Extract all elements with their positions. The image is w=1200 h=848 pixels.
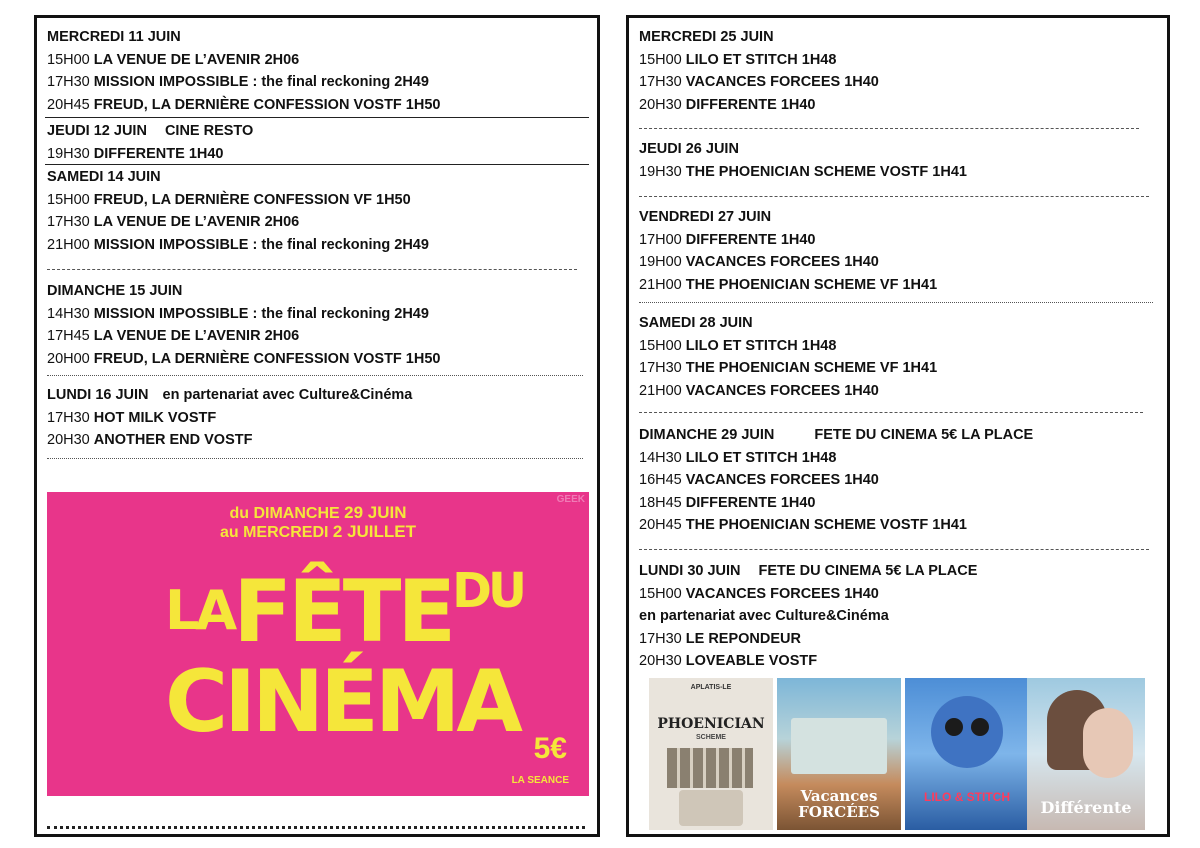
divider (45, 117, 589, 118)
day-block (639, 312, 1157, 402)
day-block (639, 560, 1157, 673)
day-title: MERCREDI 25 JUIN (639, 29, 774, 45)
divider (639, 302, 1153, 303)
divider (47, 269, 577, 270)
showtime-row (639, 628, 1157, 651)
show-time: 15H00 (639, 51, 682, 68)
showtime-row (47, 143, 587, 166)
dotted-divider (47, 826, 585, 829)
movie-title: VACANCES FORCEES 1H40 (685, 585, 879, 602)
right-panel (626, 15, 1170, 837)
divider (639, 412, 1143, 413)
movie-title: DIFFERENTE 1H40 (685, 494, 816, 511)
day-block (47, 280, 587, 370)
show-time: 21H00 (47, 236, 90, 253)
movie-title: DIFFERENTE 1H40 (685, 231, 816, 248)
movie-title: LILO ET STITCH 1H48 (685, 449, 837, 466)
movie-title: LA VENUE DE L’AVENIR 2H06 (93, 214, 300, 231)
show-time: 21H00 (639, 382, 682, 399)
movie-title: LA VENUE DE L’AVENIR 2H06 (93, 51, 300, 68)
day-block (47, 166, 587, 256)
day-heading (47, 280, 587, 303)
day-title: DIMANCHE 29 JUIN (639, 427, 775, 443)
showtime-row (47, 211, 587, 234)
divider (47, 458, 583, 459)
day-note: CINE RESTO (164, 123, 254, 139)
poster-scene (791, 718, 887, 774)
movie-title: THE PHOENICIAN SCHEME VOSTF 1H41 (685, 517, 967, 534)
showtime-row (639, 161, 1157, 184)
day-block (639, 26, 1157, 116)
show-time: 20H30 (47, 432, 90, 449)
show-time: 17H30 (639, 360, 682, 377)
movie-title: MISSION IMPOSSIBLE : the final reckoning 2H49 (93, 305, 429, 322)
showtime-row (639, 251, 1157, 274)
divider (639, 196, 1149, 197)
showtime-row (639, 71, 1157, 94)
movie-title: VACANCES FORCEES 1H40 (685, 74, 879, 91)
day-heading (639, 312, 1157, 335)
movie-title: THE PHOENICIAN SCHEME VF 1H41 (685, 276, 938, 293)
show-time: 17H45 (47, 328, 90, 345)
promo-title-fete: FÊTE (233, 562, 453, 662)
day-block (639, 424, 1157, 537)
poster-eye (971, 718, 989, 736)
movie-title: DIFFERENTE 1H40 (685, 96, 816, 113)
day-heading (47, 26, 587, 49)
show-time: 20H00 (47, 350, 90, 367)
poster-figure (1083, 708, 1133, 778)
day-heading (47, 166, 587, 189)
day-title: JEUDI 26 JUIN (639, 141, 739, 157)
watermark: GEEK (556, 494, 585, 505)
poster-grid-art (667, 748, 753, 788)
promo-date-start-label: du DIMANCHE (229, 505, 345, 522)
showtime-row (47, 325, 587, 348)
day-heading (639, 424, 1157, 447)
left-panel (34, 15, 600, 837)
day-heading (47, 120, 587, 143)
day-block (639, 206, 1157, 296)
showtime-row (47, 429, 587, 452)
showtime-row (639, 583, 1157, 606)
showtime-row (639, 447, 1157, 470)
poster-phoenician-scheme (649, 678, 773, 830)
poster-character (931, 696, 1003, 768)
movie-title: LILO ET STITCH 1H48 (685, 51, 837, 68)
day-title: VENDREDI 27 JUIN (639, 209, 772, 225)
showtime-row (47, 49, 587, 72)
day-title: MERCREDI 11 JUIN (47, 29, 181, 45)
show-time: 19H30 (639, 163, 682, 180)
showtime-row (639, 94, 1157, 117)
promo-date-end-label: au MERCREDI (219, 524, 333, 541)
day-title: DIMANCHE 15 JUIN (47, 283, 183, 299)
poster-eye (945, 718, 963, 736)
divider (639, 549, 1149, 550)
movie-title: FREUD, LA DERNIÈRE CONFESSION VOSTF 1H50 (93, 96, 441, 113)
partner-note (639, 605, 1157, 628)
movie-title: LOVEABLE VOSTF (685, 653, 818, 670)
show-time: 17H30 (47, 214, 90, 231)
show-time: 17H00 (639, 231, 682, 248)
day-heading (639, 560, 1157, 583)
movie-title: LE REPONDEUR (685, 630, 801, 647)
poster-lilo-stitch (905, 678, 1029, 830)
divider (47, 375, 583, 376)
poster-title: PHOENICIAN (657, 716, 765, 732)
day-heading (639, 138, 1157, 161)
day-title: JEUDI 12 JUIN (47, 123, 147, 139)
show-time: 14H30 (47, 305, 90, 322)
divider (639, 128, 1139, 129)
showtime-row (47, 407, 587, 430)
showtime-row (639, 49, 1157, 72)
show-time: 16H45 (639, 472, 682, 489)
movie-title: THE PHOENICIAN SCHEME VF 1H41 (685, 360, 938, 377)
movie-title: VACANCES FORCEES 1H40 (685, 254, 879, 271)
show-time: 20H30 (639, 96, 682, 113)
show-time: 17H30 (47, 409, 90, 426)
showtime-row (639, 274, 1157, 297)
show-time: 20H45 (47, 96, 90, 113)
promo-title-la: LA (165, 579, 234, 642)
movie-title: ANOTHER END VOSTF (93, 432, 253, 449)
show-time: 15H00 (47, 191, 90, 208)
show-time: 20H30 (639, 653, 682, 670)
partner-text: en partenariat avec Culture&Cinéma (639, 608, 889, 625)
day-note: en partenariat avec Culture&Cinéma (162, 387, 413, 403)
promo-price-label: LA SEANCE (511, 775, 569, 786)
showtime-row (47, 71, 587, 94)
show-time: 14H30 (639, 449, 682, 466)
poster-title: Vacances FORCÉES (798, 787, 880, 821)
show-time: 15H00 (639, 585, 682, 602)
show-time: 17H30 (639, 74, 682, 91)
movie-title: MISSION IMPOSSIBLE : the final reckoning 2H49 (93, 236, 429, 253)
movie-title: LILO ET STITCH 1H48 (685, 337, 837, 354)
show-time: 19H30 (47, 145, 90, 162)
showtime-row (639, 229, 1157, 252)
promo-title-cinema: CINÉMA (165, 652, 519, 752)
showtime-row (639, 469, 1157, 492)
day-title: SAMEDI 28 JUIN (639, 315, 753, 331)
poster-tagline: APLATIS-LE (690, 684, 732, 691)
show-time: 21H00 (639, 276, 682, 293)
showtime-row (47, 234, 587, 257)
divider (45, 164, 589, 165)
day-note: FETE DU CINEMA 5€ LA PLACE (758, 563, 978, 579)
fete-du-cinema-banner (47, 492, 589, 796)
show-time: 17H30 (639, 630, 682, 647)
poster-vacances-forcees (777, 678, 901, 830)
showtime-row (47, 189, 587, 212)
promo-price: 5€ (533, 732, 567, 765)
poster-title: LILO & STITCH (924, 790, 1010, 804)
movie-title: THE PHOENICIAN SCHEME VOSTF 1H41 (685, 163, 967, 180)
day-block (639, 138, 1157, 183)
movie-title: LA VENUE DE L’AVENIR 2H06 (93, 328, 300, 345)
day-title: LUNDI 30 JUIN (639, 563, 741, 579)
movie-title: FREUD, LA DERNIÈRE CONFESSION VF 1H50 (93, 191, 411, 208)
promo-dates (47, 504, 589, 542)
show-time: 17H30 (47, 74, 90, 91)
showtime-row (639, 650, 1157, 673)
showtime-row (47, 303, 587, 326)
show-time: 20H45 (639, 517, 682, 534)
promo-date-end: 2 JUILLET (332, 522, 417, 541)
showtime-row (47, 94, 587, 117)
promo-date-start: 29 JUIN (344, 503, 407, 522)
movie-title: VACANCES FORCEES 1H40 (685, 472, 879, 489)
movie-title: HOT MILK VOSTF (93, 409, 217, 426)
day-heading (47, 384, 587, 407)
showtime-row (639, 357, 1157, 380)
day-block (47, 26, 587, 116)
showtime-row (639, 514, 1157, 537)
poster-figure (679, 790, 743, 826)
showtime-row (639, 335, 1157, 358)
showtime-row (47, 348, 587, 371)
movie-title: VACANCES FORCEES 1H40 (685, 382, 879, 399)
movie-title: FREUD, LA DERNIÈRE CONFESSION VOSTF 1H50 (93, 350, 441, 367)
day-block (47, 120, 587, 165)
day-block (47, 384, 587, 452)
show-time: 18H45 (639, 494, 682, 511)
poster-subtitle: SCHEME (696, 734, 726, 741)
showtime-row (639, 492, 1157, 515)
movie-title: DIFFERENTE 1H40 (93, 145, 224, 162)
movie-title: MISSION IMPOSSIBLE : the final reckoning 2H49 (93, 74, 429, 91)
poster-title: Différente (1040, 798, 1132, 817)
show-time: 19H00 (639, 254, 682, 271)
day-heading (639, 26, 1157, 49)
day-title: LUNDI 16 JUIN (47, 387, 149, 403)
day-title: SAMEDI 14 JUIN (47, 169, 161, 185)
promo-title-du: DU (452, 563, 523, 619)
promo-title (165, 546, 523, 752)
day-note: FETE DU CINEMA 5€ LA PLACE (814, 427, 1034, 443)
show-time: 15H00 (47, 51, 90, 68)
poster-differente (1027, 678, 1145, 830)
day-heading (639, 206, 1157, 229)
showtime-row (639, 380, 1157, 403)
show-time: 15H00 (639, 337, 682, 354)
